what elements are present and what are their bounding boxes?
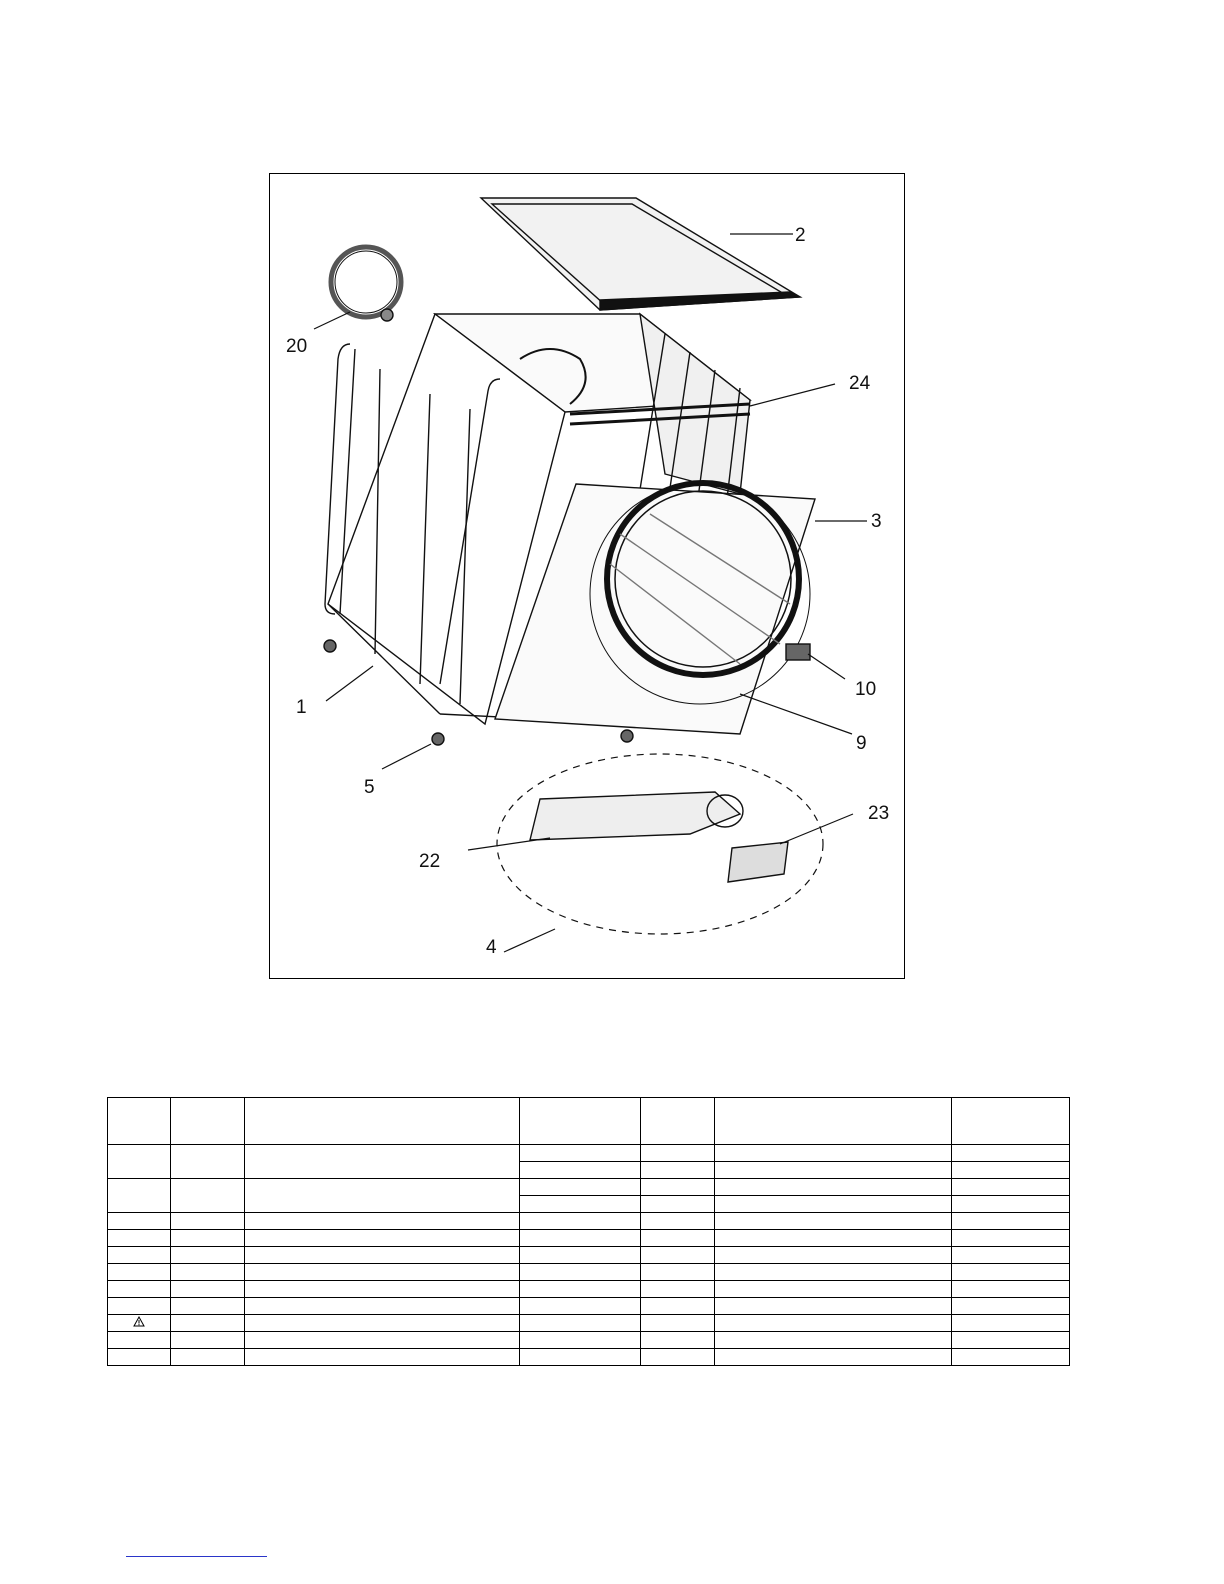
header-cell — [952, 1098, 1070, 1145]
table-cell — [520, 1315, 641, 1332]
table-cell — [245, 1281, 520, 1298]
table-cell — [641, 1264, 715, 1281]
table-cell — [715, 1247, 952, 1264]
table-row — [108, 1145, 1070, 1162]
callout-4: 4 — [486, 937, 497, 958]
table-cell — [520, 1162, 641, 1179]
table-cell — [520, 1349, 641, 1366]
table-row — [108, 1179, 1070, 1196]
table-cell — [171, 1281, 245, 1298]
table-cell — [952, 1281, 1070, 1298]
table-cell — [108, 1145, 171, 1179]
table-cell — [245, 1230, 520, 1247]
table-cell — [245, 1264, 520, 1281]
table-cell — [641, 1230, 715, 1247]
table-cell — [245, 1213, 520, 1230]
callout-9: 9 — [856, 733, 867, 754]
table-cell — [952, 1162, 1070, 1179]
table-cell — [952, 1349, 1070, 1366]
table-cell — [108, 1349, 171, 1366]
table-header-row — [108, 1098, 1070, 1145]
warning-triangle-icon — [133, 1316, 145, 1327]
table-cell — [715, 1298, 952, 1315]
table-cell — [641, 1213, 715, 1230]
front-panel-part — [495, 483, 815, 734]
table-row — [108, 1247, 1070, 1264]
header-cell — [245, 1098, 520, 1145]
table-row — [108, 1213, 1070, 1230]
washer-exploded-drawing — [270, 174, 906, 980]
table-cell — [715, 1162, 952, 1179]
callout-3: 3 — [871, 511, 882, 532]
warning-cell — [108, 1315, 171, 1332]
table-cell — [171, 1298, 245, 1315]
table-cell — [520, 1145, 641, 1162]
table-cell — [715, 1332, 952, 1349]
table-cell — [245, 1247, 520, 1264]
table-cell — [171, 1230, 245, 1247]
table-cell — [520, 1247, 641, 1264]
table-row — [108, 1298, 1070, 1315]
table-cell — [952, 1196, 1070, 1213]
table-cell — [520, 1179, 641, 1196]
table-row — [108, 1349, 1070, 1366]
table-cell — [641, 1196, 715, 1213]
table-cell — [715, 1349, 952, 1366]
exploded-view-figure — [269, 173, 905, 979]
table-row — [108, 1281, 1070, 1298]
table-cell — [171, 1349, 245, 1366]
table-cell — [641, 1315, 715, 1332]
clip-part-10 — [786, 644, 810, 660]
table-cell — [520, 1298, 641, 1315]
callout-1: 1 — [296, 697, 307, 718]
table-row — [108, 1230, 1070, 1247]
header-cell — [520, 1098, 641, 1145]
table-cell — [715, 1281, 952, 1298]
table-cell — [952, 1179, 1070, 1196]
table-cell — [520, 1332, 641, 1349]
table-cell — [245, 1179, 520, 1213]
callout-5: 5 — [364, 777, 375, 798]
table-cell — [715, 1179, 952, 1196]
header-cell — [171, 1098, 245, 1145]
footer-link-underline[interactable] — [126, 1556, 267, 1557]
table-cell — [171, 1315, 245, 1332]
table-cell — [641, 1162, 715, 1179]
table-cell — [641, 1349, 715, 1366]
table-cell — [245, 1332, 520, 1349]
table-cell — [952, 1332, 1070, 1349]
callout-23: 23 — [868, 803, 890, 824]
table-cell — [245, 1315, 520, 1332]
table-cell — [108, 1179, 171, 1213]
table-cell — [171, 1264, 245, 1281]
callout-24: 24 — [849, 373, 871, 394]
table-cell — [245, 1349, 520, 1366]
table-cell — [641, 1247, 715, 1264]
table-cell — [171, 1145, 245, 1179]
table-cell — [520, 1196, 641, 1213]
table-cell — [520, 1230, 641, 1247]
table-cell — [641, 1281, 715, 1298]
header-cell — [715, 1098, 952, 1145]
table-cell — [952, 1145, 1070, 1162]
table-cell — [641, 1298, 715, 1315]
table-cell — [952, 1230, 1070, 1247]
table-cell — [952, 1315, 1070, 1332]
table-cell — [108, 1247, 171, 1264]
callout-20: 20 — [286, 336, 308, 357]
detergent-drawer-part — [530, 792, 788, 882]
table-cell — [952, 1247, 1070, 1264]
table-cell — [715, 1145, 952, 1162]
table-cell — [520, 1213, 641, 1230]
callout-2: 2 — [795, 225, 806, 246]
header-cell — [641, 1098, 715, 1145]
table-cell — [108, 1332, 171, 1349]
table-cell — [641, 1332, 715, 1349]
table-cell — [520, 1264, 641, 1281]
table-cell — [171, 1332, 245, 1349]
table-cell — [952, 1298, 1070, 1315]
table-cell — [952, 1264, 1070, 1281]
table-cell — [715, 1264, 952, 1281]
table-cell — [715, 1196, 952, 1213]
callout-10: 10 — [855, 679, 877, 700]
table-cell — [245, 1298, 520, 1315]
table-cell — [171, 1247, 245, 1264]
table-cell — [108, 1298, 171, 1315]
table-cell — [520, 1281, 641, 1298]
table-cell — [108, 1264, 171, 1281]
table-cell — [108, 1213, 171, 1230]
table-cell — [108, 1281, 171, 1298]
parts-list-table — [107, 1097, 1070, 1366]
table-cell — [641, 1145, 715, 1162]
table-row — [108, 1264, 1070, 1281]
header-cell — [108, 1098, 171, 1145]
table-cell — [108, 1230, 171, 1247]
table-cell — [245, 1145, 520, 1179]
table-row — [108, 1332, 1070, 1349]
top-plate-part — [481, 198, 800, 310]
table-cell — [715, 1213, 952, 1230]
table-row — [108, 1315, 1070, 1332]
drain-hose-part — [331, 247, 401, 321]
table-cell — [171, 1179, 245, 1213]
table-cell — [715, 1230, 952, 1247]
callout-22: 22 — [419, 851, 441, 872]
table-cell — [641, 1179, 715, 1196]
table-cell — [952, 1213, 1070, 1230]
table-cell — [715, 1315, 952, 1332]
table-cell — [171, 1213, 245, 1230]
